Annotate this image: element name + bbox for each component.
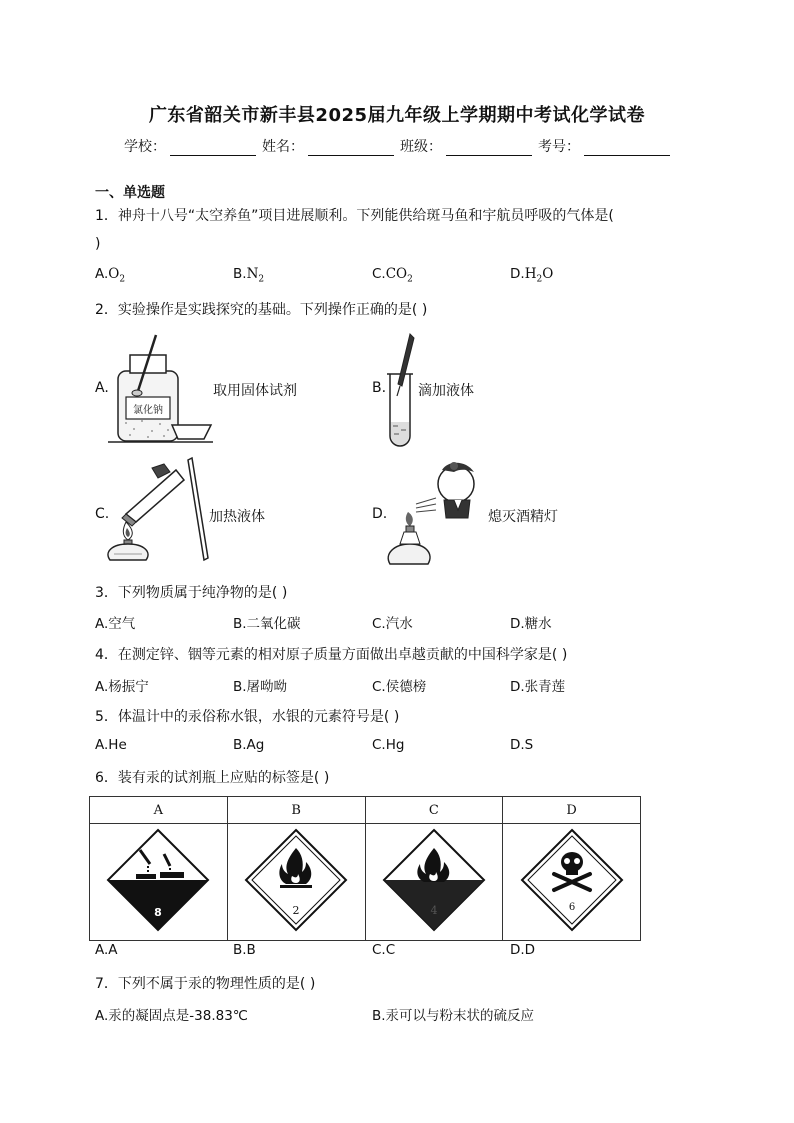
toxic-sign-cell (503, 824, 641, 941)
q2-option-a-label: 取用固体试剂 (213, 383, 297, 399)
q2-option-d-label: 熄灭酒精灯 (488, 509, 558, 525)
hazard-label-table (89, 796, 641, 941)
q3-option-a[interactable]: A.空气 (95, 616, 136, 632)
q1-option-d[interactable]: $D.H_2O$ (510, 266, 554, 285)
q3-option-c[interactable]: C.汽水 (372, 616, 413, 632)
q4-stem: 4．在测定锌、铟等元素的相对原子质量方面做出卓越贡献的中国科学家是( ) (95, 647, 568, 663)
q2-option-a-key[interactable]: A. (95, 380, 109, 396)
q1-option-b[interactable]: $B.N_2$ (233, 266, 265, 285)
svg-text:2: 2 (292, 904, 300, 917)
q5-option-b[interactable]: B.Ag (233, 737, 265, 753)
reagent-bottle-spoon-illustration (108, 333, 218, 445)
table-header-d: D (503, 797, 641, 824)
q4-option-b[interactable]: B.屠呦呦 (233, 679, 288, 695)
q5-option-c[interactable]: C.Hg (372, 737, 405, 753)
q7-option-a[interactable]: A.汞的凝固点是-38.83℃ (95, 1008, 248, 1024)
q1-stem: 1．神舟十八号“太空养鱼”项目进展顺利。下列能供给斑马鱼和宇航员呼吸的气体是( (95, 208, 614, 224)
svg-text:6: 6 (568, 902, 575, 913)
number-label: 考号： (538, 139, 580, 155)
name-label: 姓名： (262, 139, 304, 155)
student-info-row (124, 136, 676, 156)
q3-stem: 3．下列物质属于纯净物的是( ) (95, 585, 288, 601)
q2-option-d-key[interactable]: D. (372, 506, 388, 522)
q7-stem: 7．下列不属于汞的物理性质的是( ) (95, 976, 316, 992)
name-blank[interactable] (308, 141, 394, 156)
q6-option-c[interactable]: C.C (372, 942, 396, 958)
flammable-gas-sign-cell (227, 824, 365, 941)
q2-option-c-label: 加热液体 (209, 509, 265, 525)
toxic-skull-hazard-icon (520, 828, 624, 932)
svg-text:4: 4 (430, 904, 438, 917)
flammable-solid-hazard-icon (382, 828, 486, 932)
number-blank[interactable] (584, 141, 670, 156)
q4-option-c[interactable]: C.侯德榜 (372, 679, 427, 695)
q5-option-a[interactable]: A.He (95, 737, 127, 753)
corrosive-hazard-icon (106, 828, 210, 932)
q3-option-d[interactable]: D.糖水 (510, 616, 552, 632)
school-label: 学校： (124, 139, 166, 155)
q6-option-b[interactable]: B.B (233, 942, 256, 958)
q5-stem: 5．体温计中的汞俗称水银，水银的元素符号是( ) (95, 709, 400, 725)
q3-option-b[interactable]: B.二氧化碳 (233, 616, 301, 632)
table-header-c: C (365, 797, 503, 824)
q1-option-a[interactable]: $A.O_2$ (95, 266, 126, 285)
heating-liquid-illustration (104, 456, 214, 568)
flammable-gas-hazard-icon (244, 828, 348, 932)
svg-text:氯化钠: 氯化钠 (133, 405, 163, 416)
table-header-b: B (227, 797, 365, 824)
q1-option-c[interactable]: $C.CO_2$ (372, 266, 413, 285)
blowing-out-lamp-illustration (384, 460, 484, 570)
q6-option-d[interactable]: D.D (510, 942, 536, 958)
q4-option-a[interactable]: A.杨振宁 (95, 679, 149, 695)
section-heading: 一、单选题 (95, 185, 165, 201)
q2-option-b-key[interactable]: B. (372, 380, 387, 396)
exam-title: 广东省韶关市新丰县2025届九年级上学期期中考试化学试卷 (148, 105, 646, 126)
svg-text:8: 8 (154, 906, 163, 919)
q6-stem: 6．装有汞的试剂瓶上应贴的标签是( ) (95, 770, 330, 786)
q4-option-d[interactable]: D.张青莲 (510, 679, 566, 695)
flammable-solid-sign-cell (365, 824, 503, 941)
table-header-a: A (90, 797, 228, 824)
q2-option-c-key[interactable]: C. (95, 506, 110, 522)
q2-option-b-label: 滴加液体 (418, 383, 474, 399)
q7-option-b[interactable]: B.汞可以与粉末状的硫反应 (372, 1008, 535, 1024)
q1-stem-cont: ) (95, 236, 101, 252)
q2-stem: 2．实验操作是实践探究的基础。下列操作正确的是( ) (95, 302, 428, 318)
school-blank[interactable] (170, 141, 256, 156)
class-blank[interactable] (446, 141, 532, 156)
q5-option-d[interactable]: D.S (510, 737, 534, 753)
q6-option-a[interactable]: A.A (95, 942, 118, 958)
corrosive-sign-cell (90, 824, 228, 941)
class-label: 班级： (400, 139, 442, 155)
